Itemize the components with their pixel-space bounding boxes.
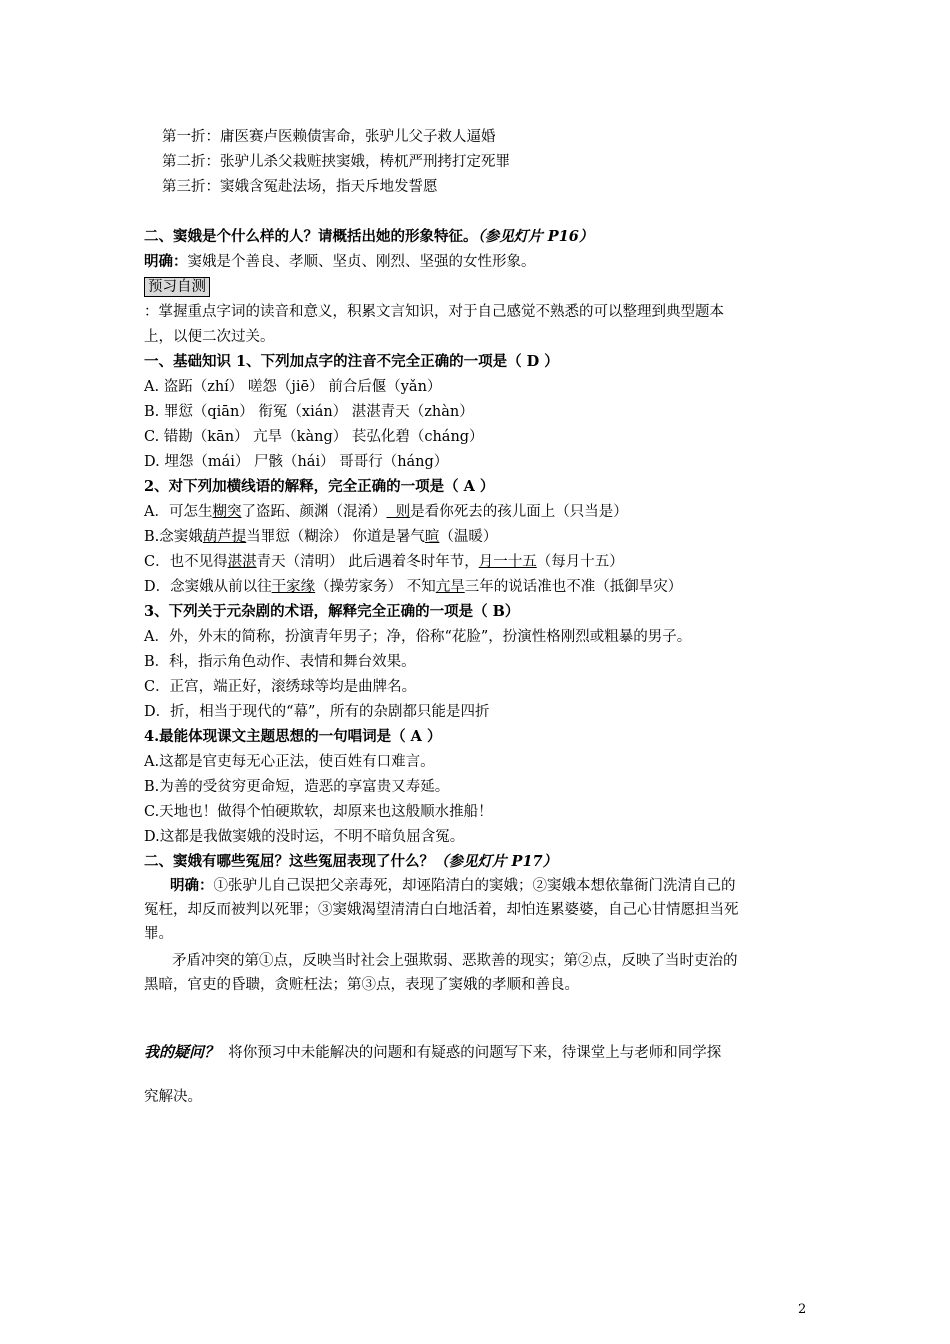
grievance-answer-line-2: 冤枉，却反而被判以死罪；③窦娥渴望清清白白地活着，却怕连累婆婆，自己心甘情愿担当死 bbox=[144, 902, 739, 918]
q2-d-text-1: D．念窦娥从前以往 bbox=[144, 579, 272, 595]
q2-b-text-2: 当罪愆（糊涂） 你道是暑气 bbox=[246, 529, 425, 545]
q2-d-underlined-2: 亢旱 bbox=[435, 579, 465, 595]
q2-option-c bbox=[144, 552, 624, 572]
doubt-section bbox=[144, 1042, 721, 1063]
q2-c-underlined-2: 月一十五 bbox=[478, 554, 537, 570]
grievance-analysis-line-2: 黑暗，官吏的昏聩，贪赃枉法；第③点，表现了窦娥的孝顺和善良。 bbox=[144, 977, 579, 993]
q2-b-text-3: （温暖） bbox=[439, 529, 498, 545]
q2-b-underlined-2: 暄 bbox=[424, 529, 440, 545]
q4-title: 4.最能体现课文主题思想的一句唱词是（ A ） bbox=[144, 728, 442, 745]
grievance-answer-line-1 bbox=[170, 876, 736, 896]
grievance-answer-label: 明确： bbox=[170, 877, 214, 894]
q3-option-d: D．折，相当于现代的“幕”，所有的杂剧都只能是四折 bbox=[144, 704, 490, 720]
q3-option-b: B．科，指示角色动作、表情和舞台效果。 bbox=[144, 654, 416, 670]
preview-badge-line bbox=[144, 277, 210, 297]
q4-option-c: C.天地也！做得个怕硬欺软，却原来也这般顺水推船！ bbox=[144, 804, 493, 820]
act-3-line: 第三折：窦娥含冤赴法场，指天斥地发誓愿 bbox=[162, 179, 438, 195]
grievance-question-title: 二、窦娥有哪些冤屈？这些冤屈表现了什么？ bbox=[144, 853, 434, 870]
preview-badge: 预习自测 bbox=[144, 277, 210, 297]
q2-a-text-3: 是看你死去的孩儿面上（只当是） bbox=[410, 504, 628, 520]
grievance-question-ref: （参见灯片 P17） bbox=[434, 853, 558, 870]
doubt-text-1: 将你预习中未能解决的问题和有疑惑的问题写下来，待课堂上与老师和同学探 bbox=[219, 1045, 722, 1061]
q2-a-underlined-2: 则 bbox=[386, 504, 411, 520]
q1-option-c: C. 错勘（kān） 亢旱（kàng） 苌弘化碧（cháng） bbox=[144, 429, 484, 445]
doubt-title: 我的疑问？ bbox=[144, 1043, 220, 1061]
q2-title: 2、对下列加横线语的解释，完全正确的一项是（ A ） bbox=[144, 478, 495, 495]
character-answer-text: 窦娥是个善良、孝顺、坚贞、刚烈、坚强的女性形象。 bbox=[187, 254, 536, 270]
q2-c-text-2: 青天（清明） 此后遇着冬时年节， bbox=[256, 554, 479, 570]
q2-b-underlined-1: 葫芦提 bbox=[202, 529, 247, 545]
q2-a-text-2: 了盗跖、颜渊（混淆） bbox=[241, 504, 387, 520]
doubt-text-2: 究解决。 bbox=[144, 1089, 202, 1105]
q1-option-d: D. 埋怨（mái） 尸骸（hái） 哥哥行（háng） bbox=[144, 454, 449, 470]
q4-option-b: B.为善的受贫穷更命短，造恶的享富贵又寿延。 bbox=[144, 779, 450, 795]
q1-title: 一、基础知识 1、下列加点字的注音不完全正确的一项是（ D ） bbox=[144, 353, 559, 370]
q2-option-d bbox=[144, 577, 682, 597]
grievance-answer-line-3: 罪。 bbox=[144, 926, 173, 942]
q4-option-a: A.这都是官吏每无心正法，使百姓有口难言。 bbox=[144, 754, 435, 770]
q3-title: 3、下列关于元杂剧的术语，解释完全正确的一项是（ B） bbox=[144, 603, 520, 620]
q2-c-text-1: C．也不见得 bbox=[144, 554, 228, 570]
q2-b-text-1: B.念窦娥 bbox=[144, 529, 203, 545]
page-number: 2 bbox=[798, 1302, 807, 1317]
q2-a-text-1: A．可怎生 bbox=[144, 504, 213, 520]
q2-c-text-3: （每月十五） bbox=[536, 554, 624, 570]
q3-option-a: A．外，外末的简称，扮演青年男子；净，俗称“花脸”，扮演性格刚烈或粗暴的男子。 bbox=[144, 629, 692, 645]
q2-c-underlined-1: 湛湛 bbox=[227, 554, 257, 570]
q1-option-a: A. 盗跖（zhí） 嗟怨（jiē） 前合后偃（yǎn） bbox=[144, 379, 442, 395]
q2-d-underlined-1: 干家缘 bbox=[271, 579, 316, 595]
q2-option-a bbox=[144, 502, 628, 522]
grievance-question bbox=[144, 852, 557, 872]
q1-option-b: B. 罪愆（qiān） 衔冤（xián） 湛湛青天（zhàn） bbox=[144, 404, 474, 420]
q2-d-text-2: （操劳家务） 不知 bbox=[315, 579, 436, 595]
preview-desc-line-1: ：掌握重点字词的读音和意义，积累文言知识，对于自己感觉不熟悉的可以整理到典型题本 bbox=[144, 304, 724, 320]
act-1-line: 第一折：庸医赛卢医赖债害命，张驴儿父子救人逼婚 bbox=[162, 129, 496, 145]
character-question bbox=[144, 227, 593, 247]
act-2-line: 第二折：张驴儿杀父栽赃挟窦娥，梼杌严刑拷打定死罪 bbox=[162, 154, 510, 170]
q2-d-text-3: 三年的说话准也不准（抵御旱灾） bbox=[464, 579, 683, 595]
q3-option-c: C．正宫，端正好，滚绣球等均是曲牌名。 bbox=[144, 679, 417, 695]
q2-a-underlined-1: 糊突 bbox=[212, 504, 242, 520]
grievance-answer-text-1: ①张驴儿自己误把父亲毒死，却诬陷清白的窦娥；②窦娥本想依靠衙门洗清自己的 bbox=[213, 878, 736, 894]
character-question-ref: （参见灯片 P16） bbox=[477, 228, 594, 245]
q2-option-b bbox=[144, 527, 497, 547]
preview-desc-line-2: 上，以便二次过关。 bbox=[144, 329, 275, 345]
character-question-title: 二、窦娥是个什么样的人？请概括出她的形象特征。 bbox=[144, 228, 478, 245]
answer-label: 明确： bbox=[144, 253, 188, 270]
q4-option-d: D.这都是我做窦娥的没时运，不明不暗负屈含冤。 bbox=[144, 829, 465, 845]
grievance-analysis-line-1: 矛盾冲突的第①点，反映当时社会上强欺弱、恶欺善的现实；第②点，反映了当时吏治的 bbox=[172, 953, 738, 969]
character-answer bbox=[144, 252, 536, 272]
